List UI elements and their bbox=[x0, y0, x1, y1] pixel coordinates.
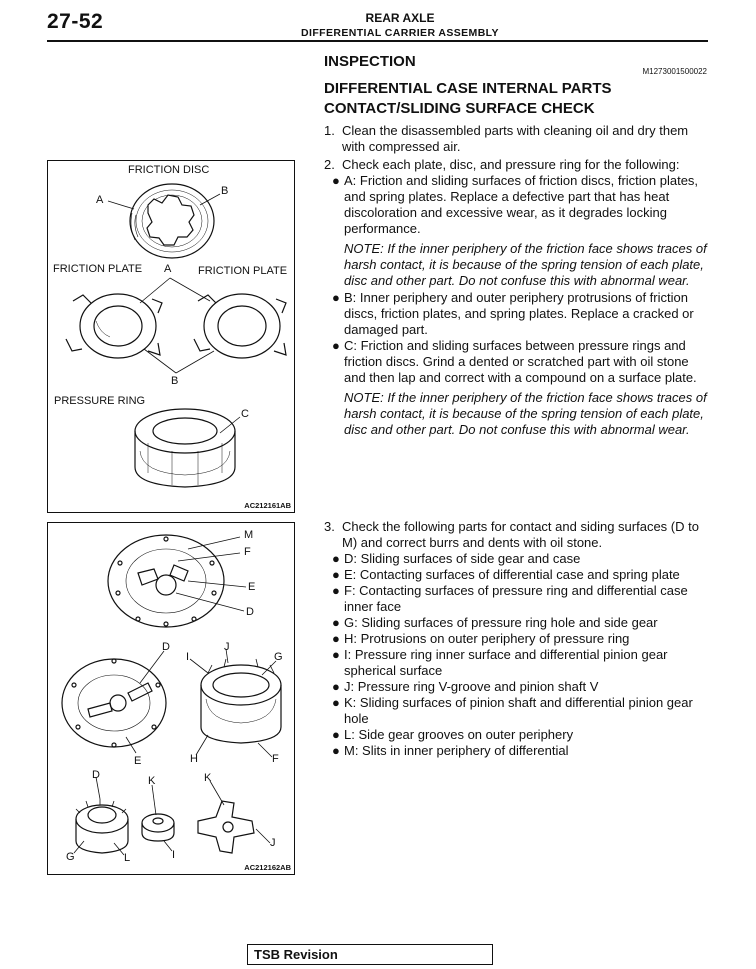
note-text: NOTE: If the inner periphery of the friction face shows traces of harsh contact, it is because of the spring tension of each plate, disc and other part. Do not confuse this with abnormal wear. bbox=[344, 390, 707, 437]
pinion-shaft-drawing bbox=[198, 801, 254, 853]
bullet-icon: ● bbox=[332, 631, 340, 646]
bullet-text: I: Pressure ring inner surface and differential pinion gear spherical surface bbox=[344, 647, 668, 678]
bullet-icon: ● bbox=[332, 173, 340, 188]
callout-i: I bbox=[172, 849, 176, 861]
list-item bbox=[324, 173, 708, 237]
bullet-icon: ● bbox=[332, 615, 340, 630]
figure-2-drawing bbox=[48, 523, 296, 876]
friction-plate-left-drawing bbox=[66, 294, 162, 358]
callout-k: K bbox=[148, 775, 156, 787]
callout-e: E bbox=[248, 581, 256, 593]
bullet-text: C: Friction and sliding surfaces between pressure rings and friction discs. Grind a dented or scratched part with oil stone and then lap and correct with a compound on a surface plate. bbox=[344, 338, 697, 385]
list-item bbox=[324, 338, 708, 386]
step-1-text: Clean the disassembled parts with cleaning oil and dry them with compressed air. bbox=[342, 123, 689, 154]
section-subtitle-line2: CONTACT/SLIDING SURFACE CHECK bbox=[324, 100, 595, 117]
header-title: REAR AXLE bbox=[365, 11, 435, 25]
callout-k: K bbox=[204, 772, 212, 784]
figure-2-differential-parts bbox=[47, 522, 295, 875]
list-item bbox=[324, 290, 708, 338]
pressure-ring-drawing bbox=[201, 659, 281, 743]
callout-d: D bbox=[246, 606, 254, 618]
bullet-text: F: Contacting surfaces of pressure ring and differential case inner face bbox=[344, 583, 688, 614]
bullet-text: G: Sliding surfaces of pressure ring hole and side gear bbox=[344, 615, 658, 630]
bullet-text: H: Protrusions on outer periphery of pressure ring bbox=[344, 631, 630, 646]
section-title: INSPECTION bbox=[324, 53, 416, 70]
bullet-icon: ● bbox=[332, 743, 340, 758]
callout-f: F bbox=[272, 753, 279, 765]
section-subtitle bbox=[324, 79, 612, 119]
page-number: 27-52 bbox=[47, 10, 104, 33]
bullet-text: D: Sliding surfaces of side gear and case bbox=[344, 551, 581, 566]
bullet-text: M: Slits in inner periphery of differential bbox=[344, 743, 569, 758]
note-text: NOTE: If the inner periphery of the friction face shows traces of harsh contact, it is because of the spring tension of each plate, disc and other part. Do not confuse this with abnormal wear. bbox=[344, 241, 707, 288]
list-item bbox=[324, 727, 708, 743]
callout-b: B bbox=[171, 375, 179, 387]
step-2 bbox=[324, 157, 708, 173]
friction-plate-right-drawing bbox=[194, 294, 286, 358]
callout-e: E bbox=[134, 755, 142, 767]
header-subtitle: DIFFERENTIAL CARRIER ASSEMBLY bbox=[301, 27, 499, 39]
steps-1-2 bbox=[324, 123, 708, 439]
callout-a: A bbox=[96, 194, 104, 206]
step-3-number: 3. bbox=[324, 519, 335, 534]
bullet-icon: ● bbox=[332, 695, 340, 710]
callout-l: L bbox=[124, 852, 131, 864]
label-pressure-ring: PRESSURE RING bbox=[54, 395, 146, 407]
callout-c: C bbox=[241, 408, 249, 420]
pinion-gear-drawing bbox=[142, 814, 174, 841]
differential-case-lower-drawing bbox=[62, 659, 166, 747]
step-3-block bbox=[324, 519, 708, 759]
list-item bbox=[324, 583, 708, 615]
bullet-text: A: Friction and sliding surfaces of friction discs, friction plates, and spring plates. Replace a defective part that has heat discoloration and excessive wear, as it degrades locking performance. bbox=[344, 173, 699, 236]
bullet-icon: ● bbox=[332, 551, 340, 566]
list-item bbox=[324, 743, 708, 759]
callout-j: J bbox=[270, 837, 276, 849]
reference-code: M1273001500022 bbox=[642, 67, 707, 76]
bullet-text: J: Pressure ring V-groove and pinion shaft V bbox=[344, 679, 599, 694]
callout-f: F bbox=[244, 546, 251, 558]
list-item bbox=[324, 679, 708, 695]
step-2-number: 2. bbox=[324, 157, 335, 172]
section-subtitle-line1: DIFFERENTIAL CASE INTERNAL PARTS bbox=[324, 80, 612, 97]
bullet-text: B: Inner periphery and outer periphery protrusions of friction discs, friction plates, and spring plates. Replace a cracked or damaged part. bbox=[344, 290, 694, 337]
bullet-icon: ● bbox=[332, 567, 340, 582]
list-item bbox=[324, 567, 708, 583]
callout-i: I bbox=[186, 651, 190, 663]
step-1 bbox=[324, 123, 708, 155]
callout-j: J bbox=[224, 641, 230, 653]
bullet-icon: ● bbox=[332, 338, 340, 353]
callout-g: G bbox=[274, 651, 283, 663]
header-rule bbox=[47, 40, 708, 42]
callout-d: D bbox=[162, 641, 170, 653]
step-3-text: Check the following parts for contact and siding surfaces (D to M) and correct burrs and dents with oil stone. bbox=[342, 519, 699, 550]
friction-disc-drawing bbox=[130, 184, 214, 258]
figure-1-drawing bbox=[48, 161, 296, 514]
bullet-icon: ● bbox=[332, 679, 340, 694]
callout-h: H bbox=[190, 753, 198, 765]
bullet-icon: ● bbox=[332, 647, 340, 662]
tsb-revision-label: TSB Revision bbox=[254, 947, 338, 962]
figure-1-code: AC212161AB bbox=[244, 501, 291, 510]
bullet-icon: ● bbox=[332, 727, 340, 742]
list-item bbox=[324, 551, 708, 567]
bullet-icon: ● bbox=[332, 583, 340, 598]
bullet-text: E: Contacting surfaces of differential case and spring plate bbox=[344, 567, 680, 582]
step-3 bbox=[324, 519, 708, 551]
list-item bbox=[324, 695, 708, 727]
list-item bbox=[324, 615, 708, 631]
list-item bbox=[324, 631, 708, 647]
label-friction-plate-right: FRICTION PLATE bbox=[198, 265, 288, 277]
pressure-ring-drawing bbox=[135, 409, 235, 487]
figure-2-code: AC212162AB bbox=[244, 863, 291, 872]
bullet-icon: ● bbox=[332, 290, 340, 305]
list-item bbox=[324, 647, 708, 679]
bullet-text: L: Side gear grooves on outer periphery bbox=[344, 727, 574, 742]
differential-case-top-drawing bbox=[108, 535, 224, 627]
bullet-text: K: Sliding surfaces of pinion shaft and differential pinion gear hole bbox=[344, 695, 693, 726]
label-friction-plate-left: FRICTION PLATE bbox=[53, 263, 143, 275]
callout-g: G bbox=[66, 851, 75, 863]
figure-1-plates-discs bbox=[47, 160, 295, 513]
side-gear-drawing bbox=[76, 799, 128, 853]
label-friction-disc: FRICTION DISC bbox=[128, 164, 210, 176]
callout-b: B bbox=[221, 185, 229, 197]
step-1-number: 1. bbox=[324, 123, 335, 138]
tsb-revision-box bbox=[247, 944, 493, 965]
callout-d: D bbox=[92, 769, 100, 781]
callout-a: A bbox=[164, 263, 172, 275]
step-2-text: Check each plate, disc, and pressure ring for the following: bbox=[342, 157, 680, 172]
callout-m: M bbox=[244, 529, 254, 541]
